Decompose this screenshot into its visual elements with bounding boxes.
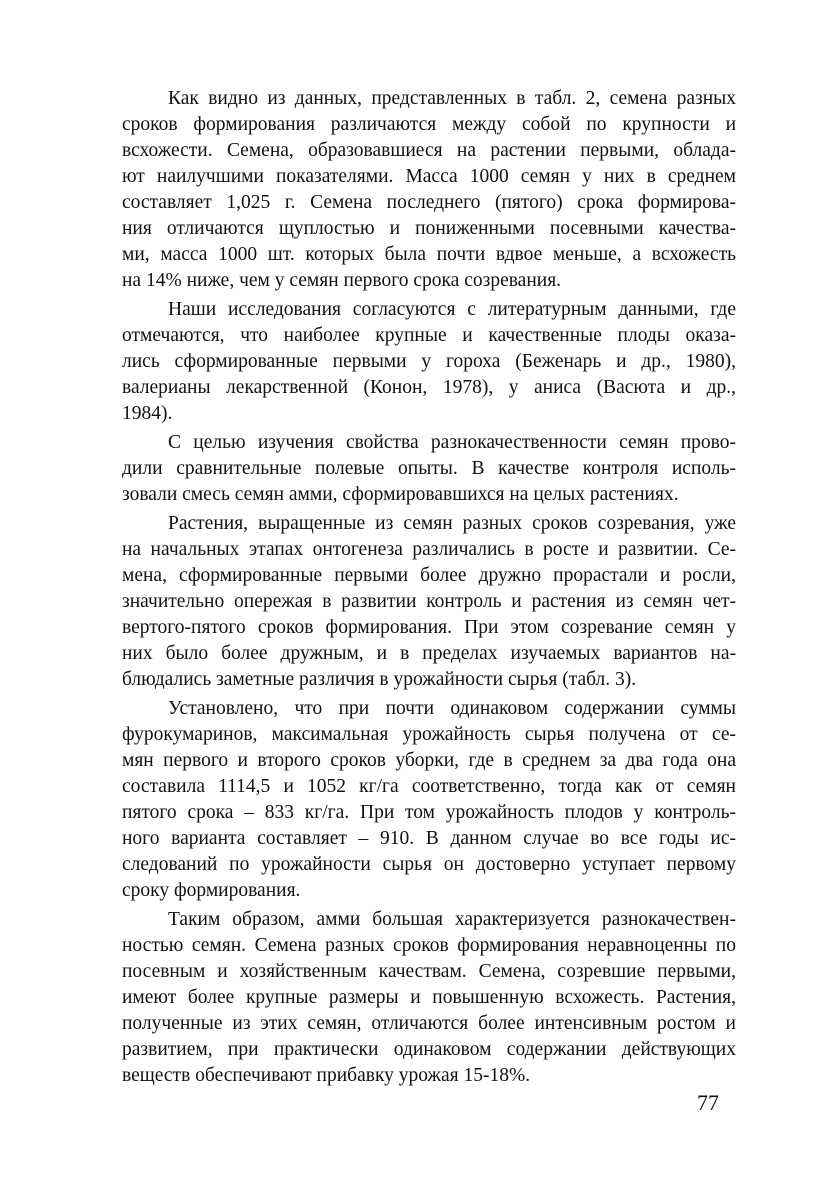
text-line: имеют более крупные размеры и повышенную всхожесть. Растения,: [122, 987, 736, 1008]
text-line: пятого срока – 833 кг/га. При том урожайность плодов у контроль-: [122, 802, 736, 823]
text-line: зовали смесь семян амми, сформировавшихся на целых растениях.: [122, 484, 679, 505]
text-line: С целью изучения свойства разнокачественности семян прово-: [168, 432, 736, 453]
text-line: сроков формирования различаются между собой по крупности и: [122, 114, 736, 135]
text-line: на начальных этапах онтогенеза различались в росте и развитии. Се-: [122, 539, 736, 560]
text-line: мян первого и второго сроков уборки, где в среднем за два года она: [122, 750, 736, 771]
text-line: полученные из этих семян, отличаются более интенсивным ростом и: [122, 1013, 736, 1034]
text-line: фурокумаринов, максимальная урожайность сырья получена от се-: [122, 724, 736, 745]
text-line: значительно опережая в развитии контроль и растения из семян чет-: [122, 591, 736, 612]
text-line: Установлено, что при почти одинаковом содержании суммы: [168, 698, 736, 719]
text-line: ния отличаются щуплостью и пониженными посевными качества-: [122, 218, 736, 239]
text-line: лись сформированные первыми у гороха (Беженарь и др., 1980),: [122, 351, 736, 372]
text-line: вертого-пятого сроков формирования. При этом созревание семян у: [122, 617, 736, 638]
text-line: валерианы лекарственной (Конон, 1978), у аниса (Васюта и др.,: [122, 377, 736, 398]
text-line: ного варианта составляет – 910. В данном случае во все годы ис-: [122, 828, 736, 849]
text-line: 1984).: [122, 403, 173, 424]
text-line: отмечаются, что наиболее крупные и качественные плоды оказа-: [122, 325, 736, 346]
text-line: блюдались заметные различия в урожайности сырья (табл. 3).: [122, 669, 637, 690]
text-line: составляет 1,025 г. Семена последнего (пятого) срока формирова-: [122, 192, 736, 213]
page-number: 77: [697, 1090, 719, 1115]
paragraph-1: [76, 86, 736, 294]
page-body: [76, 86, 736, 1089]
text-line: ностью семян. Семена разных сроков формирования неравноценны по: [122, 935, 736, 956]
text-line: ми, масса 1000 шт. которых была почти вдвое меньше, а всхожесть: [122, 244, 736, 265]
paragraph-6: [76, 907, 736, 1089]
text-line: ют наилучшими показателями. Масса 1000 семян у них в среднем: [122, 166, 736, 187]
text-line: развитием, при практически одинаковом содержании действующих: [122, 1039, 736, 1060]
text-line: них было более дружным, и в пределах изучаемых вариантов на-: [122, 643, 736, 664]
text-line: Как видно из данных, представленных в табл. 2, семена разных: [168, 88, 736, 109]
paragraph-3: [76, 430, 736, 508]
text-line: мена, сформированные первыми более дружно прорастали и росли,: [122, 565, 736, 586]
text-line: Растения, выращенные из семян разных сроков созревания, уже: [168, 513, 736, 534]
text-line: следований по урожайности сырья он достоверно уступает первому: [122, 854, 736, 875]
paragraph-2: [76, 297, 736, 427]
paragraph-5: [76, 696, 736, 904]
text-line: сроку формирования.: [122, 880, 301, 901]
text-line: посевным и хозяйственным качествам. Семена, созревшие первыми,: [122, 961, 736, 982]
text-line: Таким образом, амми большая характеризуется разнокачествен-: [168, 909, 736, 930]
text-line: на 14% ниже, чем у семян первого срока созревания.: [122, 270, 562, 291]
text-line: дили сравнительные полевые опыты. В качестве контроля исполь-: [122, 458, 736, 479]
text-line: веществ обеспечивают прибавку урожая 15-18%.: [122, 1065, 531, 1086]
text-line: составила 1114,5 и 1052 кг/га соответственно, тогда как от семян: [122, 776, 736, 797]
text-line: всхожести. Семена, образовавшиеся на растении первыми, облада-: [122, 140, 736, 161]
paragraph-4: [76, 511, 736, 693]
text-line: Наши исследования согласуются с литературным данными, где: [168, 299, 736, 320]
